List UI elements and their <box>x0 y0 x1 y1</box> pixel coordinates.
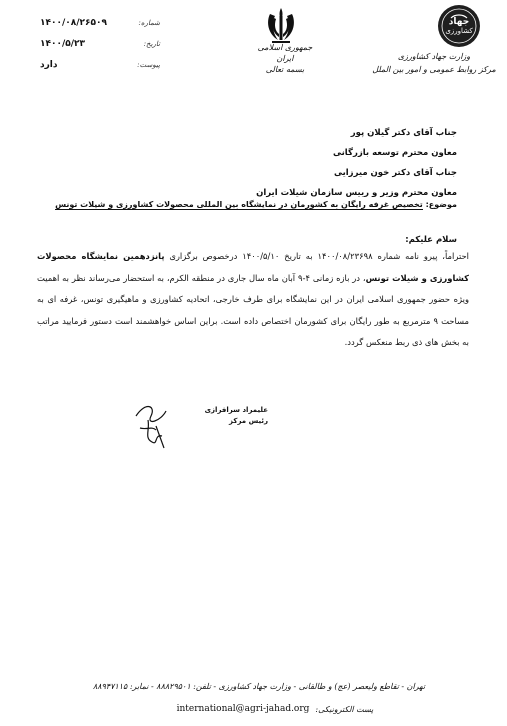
footer-address: تهران - تقاطع ولیعصر (عج) و طالقانی - وزارت جهاد کشاورزی - تلفن: ۸۸۸۲۹۵۰۱ - نمابر: ۸۸۹۴۷۱۱۵ <box>92 682 426 691</box>
logo-text <box>429 8 489 36</box>
ministry-name: وزارت جهاد کشاورزی <box>397 52 471 61</box>
letter-attachment-label: پیوست: <box>137 60 160 69</box>
letter-body <box>37 246 469 354</box>
footer-email: international@agri-jahad.org <box>176 704 310 714</box>
letter-date-label: تاریخ: <box>143 39 160 48</box>
body-text-part: ، در بازه زمانی ۴-۹ آبان ماه سال جاری در منطقه الکرم، به استحضار می‌رساند نظر به اهمیت ویژه حضور جمهوری اسلامی ایران در این نمایشگاه برای طرف خارجی، اتحادیه کشاورزی و ماهیگیری تونس، غرفه ای به مساحت ۹ مترمربع به طور رایگان برای کشورمان اختصاص داده است. براین اساس خواهشمند است دستور فرمایید مراتب به بخش های ذی ربط منعکس گردد. <box>37 272 469 347</box>
republic-line: جمهوری اسلامی ایران <box>257 43 313 63</box>
addressee-line: جناب آقای دکتر خون میرزایی <box>333 168 457 178</box>
republic-header <box>250 42 320 75</box>
addressee-line: معاون محترم توسعه بازرگانی <box>333 148 457 158</box>
center-name: مرکز روابط عمومی و امور بین الملل <box>372 65 496 74</box>
ministry-header <box>369 50 499 76</box>
addressee-line: جناب آقای دکتر گیلان پور <box>350 128 457 138</box>
letter-meta <box>40 12 170 75</box>
letter-number-label: شماره: <box>138 18 160 27</box>
bismillah-line: بسمه تعالی <box>265 65 305 74</box>
iran-emblem-icon <box>264 6 298 46</box>
subject-text: تخصیص غرفه رایگان به کشورمان در نمایشگاه بین المللی محصولات کشاورزی و شیلات تونس <box>55 200 423 209</box>
subject-line <box>37 200 457 209</box>
letter-number: ۱۴۰۰/۰۸/۲۶۵۰۹ <box>40 17 107 28</box>
letter-date: ۱۴۰۰/۵/۲۳ <box>40 38 86 49</box>
signature-block <box>168 405 268 427</box>
letter-attachment: دارد <box>40 59 58 70</box>
greeting: سلام علیکم: <box>405 235 457 245</box>
signatory-title: رئیس مرکز <box>229 417 268 425</box>
addressee-block <box>47 123 457 203</box>
footer-email-label: پست الکترونیکی: <box>315 704 374 714</box>
signatory-name: علیمراد سرافرازی <box>204 406 268 414</box>
footer-email-row <box>150 704 400 714</box>
subject-label: موضوع: <box>425 200 457 209</box>
logo-word-keshavarzi: کشاورزی <box>445 27 473 35</box>
logo-word-jahad: جهاد <box>448 17 470 27</box>
addressee-line: معاون محترم وزیر و رییس سازمان شیلات ایران <box>256 188 457 198</box>
body-text-part: احتراماً، پیرو نامه شماره ۱۴۰۰/۰۸/۲۳۶۹۸ به تاریخ ۱۴۰۰/۵/۱۰ درخصوص برگزاری <box>164 251 469 261</box>
body-bold-part: پانزدهمین نمایشگاه محصولات کشاورزی و شیلات تونس <box>37 251 469 283</box>
